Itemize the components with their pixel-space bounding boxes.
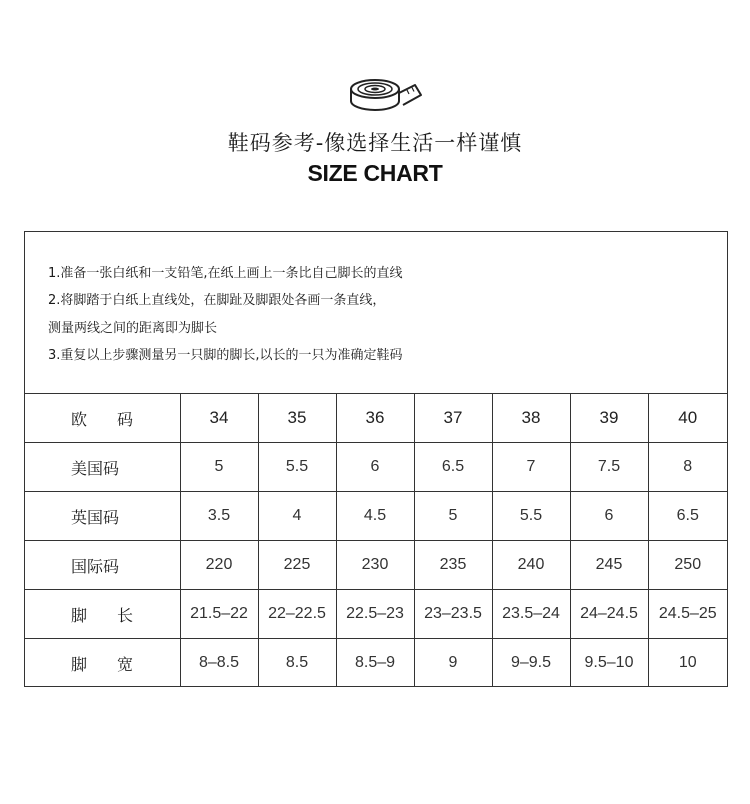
table-cell: 9.5–10 — [570, 639, 648, 688]
table-cell: 23–23.5 — [414, 590, 492, 639]
page-title-cn: 鞋码参考-像选择生活一样谨慎 — [227, 131, 523, 155]
size-table — [25, 394, 727, 687]
table-cell: 225 — [258, 541, 336, 590]
table-cell: 8.5–9 — [336, 639, 414, 688]
table-cell: 9 — [414, 639, 492, 688]
table-cell: 250 — [648, 541, 727, 590]
table-cell: 6 — [570, 492, 648, 541]
row-label — [25, 541, 180, 590]
row-label-text: 欧 码 — [71, 409, 133, 429]
measurement-instructions — [25, 232, 727, 394]
table-cell: 21.5–22 — [180, 590, 258, 639]
table-cell: 230 — [336, 541, 414, 590]
table-cell: 9–9.5 — [492, 639, 570, 688]
row-label — [25, 492, 180, 541]
table-row — [25, 541, 727, 590]
table-cell: 4.5 — [336, 492, 414, 541]
table-cell: 3.5 — [180, 492, 258, 541]
row-label — [25, 443, 180, 492]
row-label-text: 美国码 — [71, 458, 120, 478]
table-cell: 6.5 — [414, 443, 492, 492]
instruction-line: 1.准备一张白纸和一支铅笔,在纸上画上一条比自己脚长的直线 — [48, 266, 403, 281]
size-chart — [24, 231, 728, 687]
row-label — [25, 639, 180, 688]
table-cell: 24.5–25 — [648, 590, 727, 639]
table-cell: 235 — [414, 541, 492, 590]
row-label-text: 脚 宽 — [71, 654, 133, 674]
table-cell: 39 — [570, 394, 648, 443]
table-cell: 36 — [336, 394, 414, 443]
table-cell: 24–24.5 — [570, 590, 648, 639]
instruction-line: 2.将脚踏于白纸上直线处，在脚趾及脚跟处各画一条直线， — [48, 293, 386, 308]
table-row — [25, 492, 727, 541]
table-cell: 7 — [492, 443, 570, 492]
page-title-en: SIZE CHART — [307, 160, 443, 186]
table-cell: 8.5 — [258, 639, 336, 688]
table-cell: 37 — [414, 394, 492, 443]
table-cell: 5.5 — [258, 443, 336, 492]
table-row — [25, 590, 727, 639]
table-cell: 8 — [648, 443, 727, 492]
table-cell: 40 — [648, 394, 727, 443]
measuring-tape-icon — [349, 77, 423, 113]
row-label-text: 脚 长 — [71, 605, 133, 625]
table-cell: 22.5–23 — [336, 590, 414, 639]
table-cell: 5.5 — [492, 492, 570, 541]
table-cell: 35 — [258, 394, 336, 443]
table-cell: 240 — [492, 541, 570, 590]
table-row — [25, 639, 727, 688]
table-cell: 6 — [336, 443, 414, 492]
table-cell: 23.5–24 — [492, 590, 570, 639]
table-cell: 5 — [180, 443, 258, 492]
table-cell: 6.5 — [648, 492, 727, 541]
instruction-line: 3.重复以上步骤测量另一只脚的脚长,以长的一只为准确定鞋码 — [48, 348, 403, 363]
table-cell: 38 — [492, 394, 570, 443]
row-label-text: 英国码 — [71, 507, 120, 527]
table-cell: 34 — [180, 394, 258, 443]
table-cell: 4 — [258, 492, 336, 541]
table-cell: 5 — [414, 492, 492, 541]
table-cell: 10 — [648, 639, 727, 688]
table-row — [25, 394, 727, 443]
table-cell: 220 — [180, 541, 258, 590]
table-cell: 245 — [570, 541, 648, 590]
table-cell: 8–8.5 — [180, 639, 258, 688]
row-label-text: 国际码 — [71, 556, 120, 576]
table-row — [25, 443, 727, 492]
table-cell: 22–22.5 — [258, 590, 336, 639]
table-cell: 7.5 — [570, 443, 648, 492]
row-label — [25, 590, 180, 639]
row-label — [25, 394, 180, 443]
instruction-line: 测量两线之间的距离即为脚长 — [48, 321, 218, 336]
